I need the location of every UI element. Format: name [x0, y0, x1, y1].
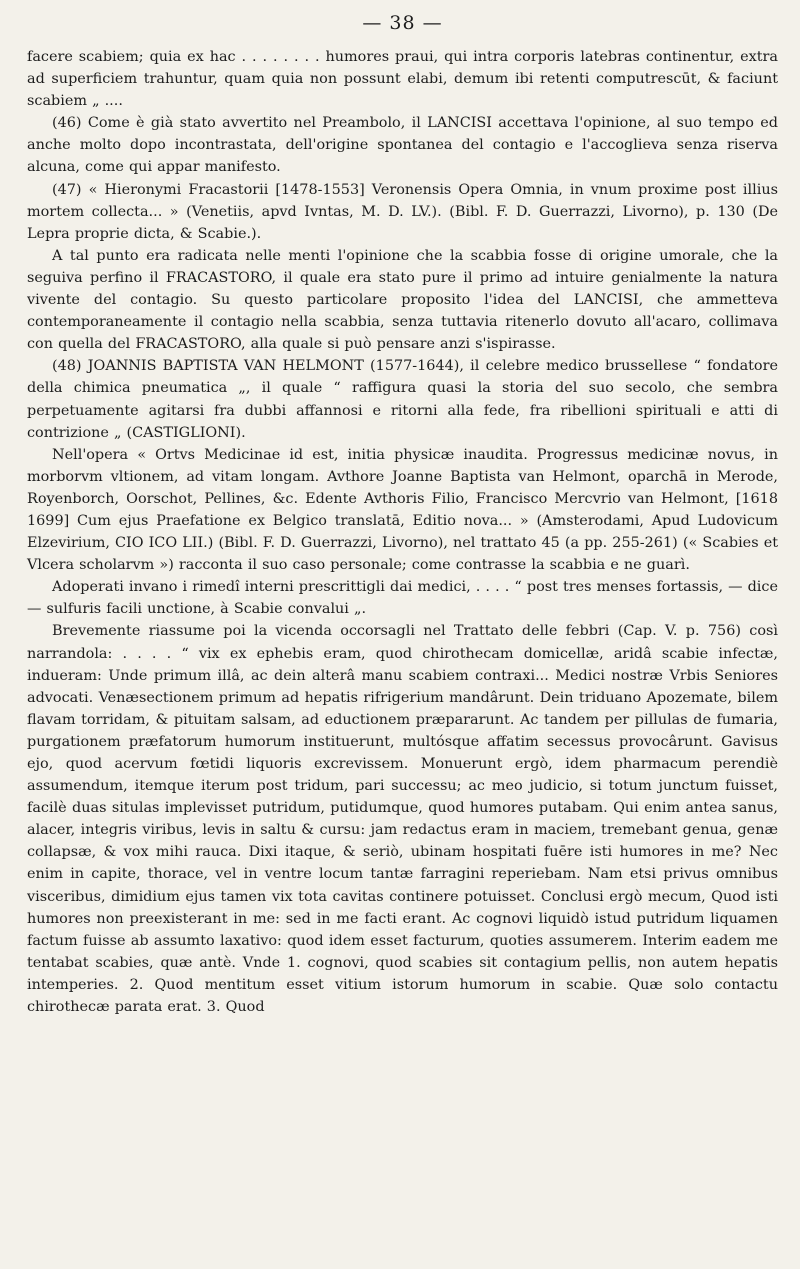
page-number: — 38 — — [362, 12, 443, 34]
page-header — [27, 0, 778, 46]
text-body — [27, 46, 778, 1018]
paragraph-trattato-febbri: Brevemente riassume poi la vicenda occorsagli nel Trattato delle febbri (Cap. V. p. 756) così narrandola: . . . . “ vix ex ephebis eram, quod chirothecam domicellæ, aridâ scabie infectæ, indueram: Unde primum illâ, ac dein alterâ manu scabiem contraxi... Medici nostræ Vrbis Seniores advocati. Venæsectionem primum ad hepatis rifrigerium mandârunt. Dein triduano Apozemate, bilem flavam torridam, & pituitam salsam, ad eductionem præpararunt. Ac tandem per pillulas de fumaria, purgationem præfatorum humorum instituerunt, multósque affatim secessus provocârunt. Gavisus ejo, quod acervum fœtidi liquoris excrevissem. Monuerunt ergò, idem pharmacum perendiè assumendum, itemque iterum post tridum, pari successu; ac meo judicio, si totum junctum fuisset, facilè duas situlas implevisset putridum, putidumque, quod humores putabam. Qui enim antea sanus, alacer, integris viribus, levis in saltu & cursu: jam redactus eram in maciem, tremebant genua, genæ collapsæ, & vox mihi rauca. Dixi itaque, & seriò, ubinam hospitati fuēre isti humores in me? Nec enim in capite, thorace, vel in ventre locum tantæ farragini reperiebam. Nam etsi privus omnibus visceribus, dimidium ejus tamen vix tota cavitas continere potuisset. Conclusi ergò mecum, Quod isti humores non preexisterant in me: sed in me facti erant. Ac cognovi liquidò istud putridum liquamen factum fuisse ab assumto laxativo: quod idem esset facturum, quoties assumerem. Interim eadem me tentabat scabies, quæ antè. Vnde 1. cognovi, quod scabies sit contagium pellis, non autem hepatis intemperies. 2. Quod mentitum esset vitium istorum humorum in scabie. Quæ solo contactu chirothecæ parata erat. 3. Quod — [27, 623, 778, 1016]
note-46: (46) Come è già stato avvertito nel Preambolo, il LANCISI accettava l'opinione, al suo tempo ed anche molto dopo incontrastata, dell'origine spontanea del contagio e l'accoglieva senza riserva alcuna, come qui appar manifesto. — [27, 115, 778, 176]
paragraph-fracastoro: A tal punto era radicata nelle menti l'opinione che la scabbia fosse di origine umorale, che la seguiva perfino il FRACASTORO, il quale era stato pure il primo ad intuire genialmente la natura vivente del contagio. Su questo particolare proposito l'idea del LANCISI, che ammetteva contemporaneamente il contagio nella scabbia, senza tuttavia ritenerlo dovuto all'acaro, collimava con quella del FRACASTORO, alla quale si può pensare anzi s'ispirasse. — [27, 247, 778, 353]
paragraph-rimedi: Adoperati invano i rimedî interni prescrittigli dai medici, . . . . “ post tres menses fortassis, — dice — sulfuris facili unctione, à Scabie convalui „. — [27, 579, 778, 618]
paragraph-ortus-medicinae: Nell'opera « Ortvs Medicinae id est, initia physicæ inaudita. Progressus medicinæ novus, in morborvm vltionem, ad vitam longam. Avthore Joanne Baptista van Helmont, oparchā in Merode, Royenborch, Oorschot, Pellines, &c. Edente Avthoris Filio, Francisco Mercvrio van Helmont, [1618 1699] Cum ejus Praefatione ex Belgico translatā, Editio nova... » (Amsterodami, Apud Ludovicum Elzevirium, CIO ICO LII.) (Bibl. F. D. Guerrazzi, Livorno), nel trattato 45 (a pp. 255-261) (« Scabies et Vlcera scholarvm ») racconta il suo caso personale; come contrasse la scabbia e ne guarì. — [27, 446, 778, 574]
note-47: (47) « Hieronymi Fracastorii [1478-1553] Veronensis Opera Omnia, in vnum proxime post illius mortem collecta... » (Venetiis, apvd Ivntas, M. D. LV.). (Bibl. F. D. Guerrazzi, Livorno), p. 130 (De Lepra proprie dicta, & Scabie.). — [27, 181, 778, 242]
paragraph-continuation: facere scabiem; quia ex hac . . . . . . . . humores praui, qui intra corporis latebras continentur, extra ad superficiem trahuntur, quam quia non possunt elabi, demum ibi retenti computrescūt, & faciunt scabiem „ .... — [27, 49, 778, 110]
note-48: (48) JOANNIS BAPTISTA VAN HELMONT (1577-1644), il celebre medico brussellese “ fondatore della chimica pneumatica „, il quale “ raffigura quasi la storia del suo secolo, che sembra perpetuamente agitarsi fra dubbi affannosi e ritorni alla fede, fra ribellioni spirituali e atti di contrizione „ (CASTIGLIONI). — [27, 358, 778, 441]
